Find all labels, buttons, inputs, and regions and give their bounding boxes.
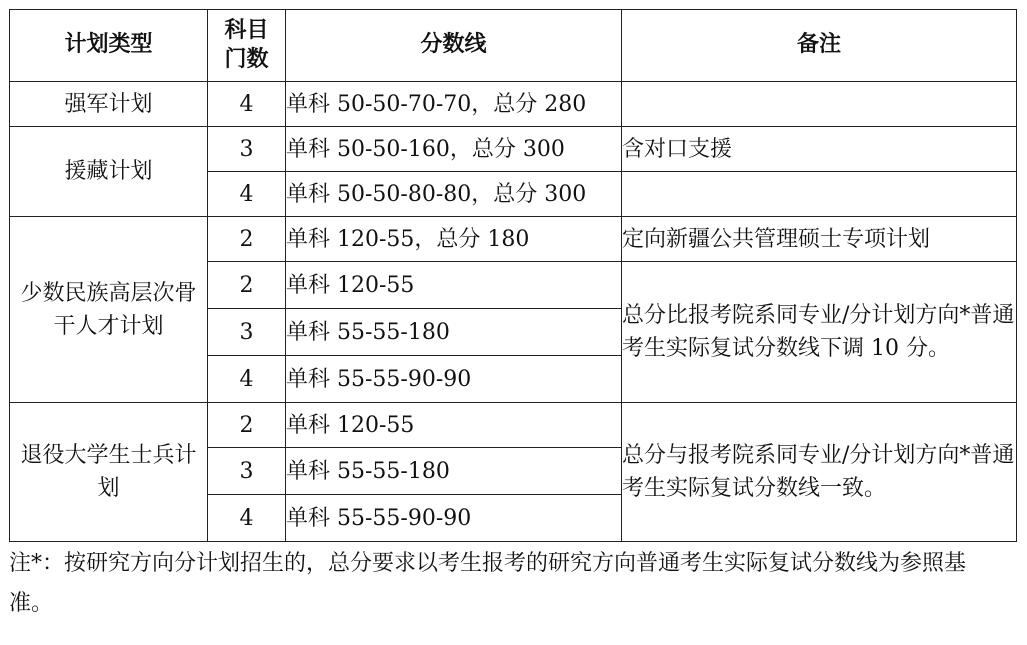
header-plan-type: 计划类型	[10, 10, 208, 82]
subject-count-cell: 2	[208, 262, 286, 309]
remark-cell: 总分比报考院系同专业/分计划方向*普通考生实际复试分数线下调 10 分。	[622, 262, 1017, 403]
remark-cell: 含对口支援	[622, 127, 1017, 172]
header-score-line: 分数线	[286, 10, 622, 82]
table-row	[10, 403, 1017, 448]
plan-type-cell: 援藏计划	[10, 127, 208, 217]
score-line-cell: 单科 50-50-80-80，总分 300	[286, 172, 622, 217]
subject-count-cell: 4	[208, 172, 286, 217]
table-row	[10, 217, 1017, 262]
subject-count-cell: 2	[208, 217, 286, 262]
score-line-cell: 单科 120-55	[286, 403, 622, 448]
footnote: 注*：按研究方向分计划招生的，总分要求以考生报考的研究方向普通考生实际复试分数线为参照基准。	[9, 551, 967, 616]
subject-count-cell: 4	[208, 495, 286, 542]
header-remarks: 备注	[622, 10, 1017, 82]
header-subject-count-line1: 科目	[224, 17, 269, 43]
score-line-cell: 单科 55-55-90-90	[286, 356, 622, 403]
score-line-cell: 单科 55-55-180	[286, 448, 622, 495]
score-line-cell: 单科 120-55	[286, 262, 622, 309]
plan-type-cell: 强军计划	[10, 82, 208, 127]
subject-count-cell: 3	[208, 127, 286, 172]
header-subject-count-line2: 门数	[224, 46, 269, 72]
table-row	[10, 82, 1017, 127]
score-line-table	[9, 9, 1017, 542]
remark-cell: 定向新疆公共管理硕士专项计划	[622, 217, 1017, 262]
remark-cell	[622, 82, 1017, 127]
subject-count-cell: 2	[208, 403, 286, 448]
table-header-row	[10, 10, 1017, 82]
score-line-cell: 单科 50-50-70-70，总分 280	[286, 82, 622, 127]
score-line-cell: 单科 120-55，总分 180	[286, 217, 622, 262]
subject-count-cell: 4	[208, 82, 286, 127]
subject-count-cell: 4	[208, 356, 286, 403]
plan-type-cell: 少数民族高层次骨干人才计划	[10, 217, 208, 403]
remark-cell	[622, 172, 1017, 217]
subject-count-cell: 3	[208, 448, 286, 495]
score-line-cell: 单科 55-55-90-90	[286, 495, 622, 542]
subject-count-cell: 3	[208, 309, 286, 356]
plan-type-cell: 退役大学生士兵计划	[10, 403, 208, 542]
score-line-cell: 单科 55-55-180	[286, 309, 622, 356]
remark-cell: 总分与报考院系同专业/分计划方向*普通考生实际复试分数线一致。	[622, 403, 1017, 542]
score-line-cell: 单科 50-50-160，总分 300	[286, 127, 622, 172]
table-row	[10, 127, 1017, 172]
header-subject-count	[208, 10, 286, 82]
